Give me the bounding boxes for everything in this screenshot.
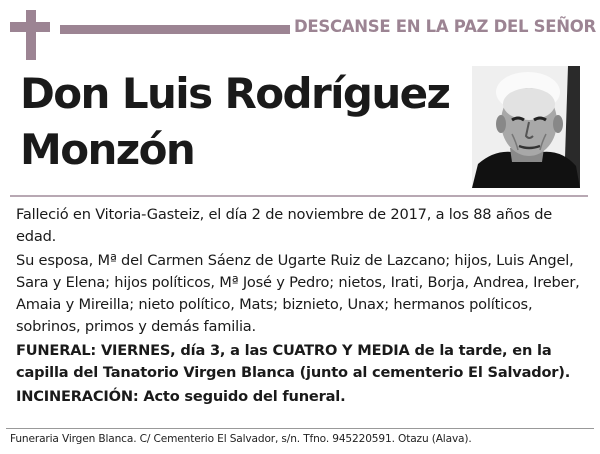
portrait-photo [472, 66, 580, 188]
header-bar [60, 25, 290, 34]
cross-icon-horizontal [10, 22, 50, 32]
cremation-paragraph: INCINERACIÓN: Acto seguido del funeral. [16, 388, 346, 405]
separator-line [10, 195, 588, 197]
header-title: DESCANSE EN LA PAZ DEL SEÑOR [294, 17, 596, 36]
deceased-name [20, 66, 470, 178]
cross-icon-vertical [26, 10, 36, 60]
footer-divider [6, 428, 594, 429]
family-paragraph: Su esposa, Mª del Carmen Sáenz de Ugarte Ruiz de Lazcano; hijos, Luis Angel, Sara y Elena; hijos políticos, Mª José y Pedro; nietos, Irati, Borja, Andrea, Ireber, Amaia y Mireilla; nieto político, Mats; biznieto, Unax; hermanos políticos, sobrinos, primos y demás familia. [16, 252, 580, 335]
funeral-paragraph: FUNERAL: VIERNES, día 3, a las CUATRO Y MEDIA de la tarde, en la capilla del Tanatorio Virgen Blanca (junto al cementerio El Salvador). [16, 342, 571, 381]
portrait-image [472, 66, 580, 188]
deceased-name-line1: Don Luis Rodríguez [20, 69, 450, 118]
deceased-name-line2: Monzón [20, 125, 195, 174]
notice-body [16, 204, 586, 410]
death-notice-paragraph: Falleció en Vitoria-Gasteiz, el día 2 de noviembre de 2017, a los 88 años de edad. [16, 206, 553, 245]
footer-text: Funeraria Virgen Blanca. C/ Cementerio El Salvador, s/n. Tfno. 945220591. Otazu (Alava). [10, 433, 472, 445]
